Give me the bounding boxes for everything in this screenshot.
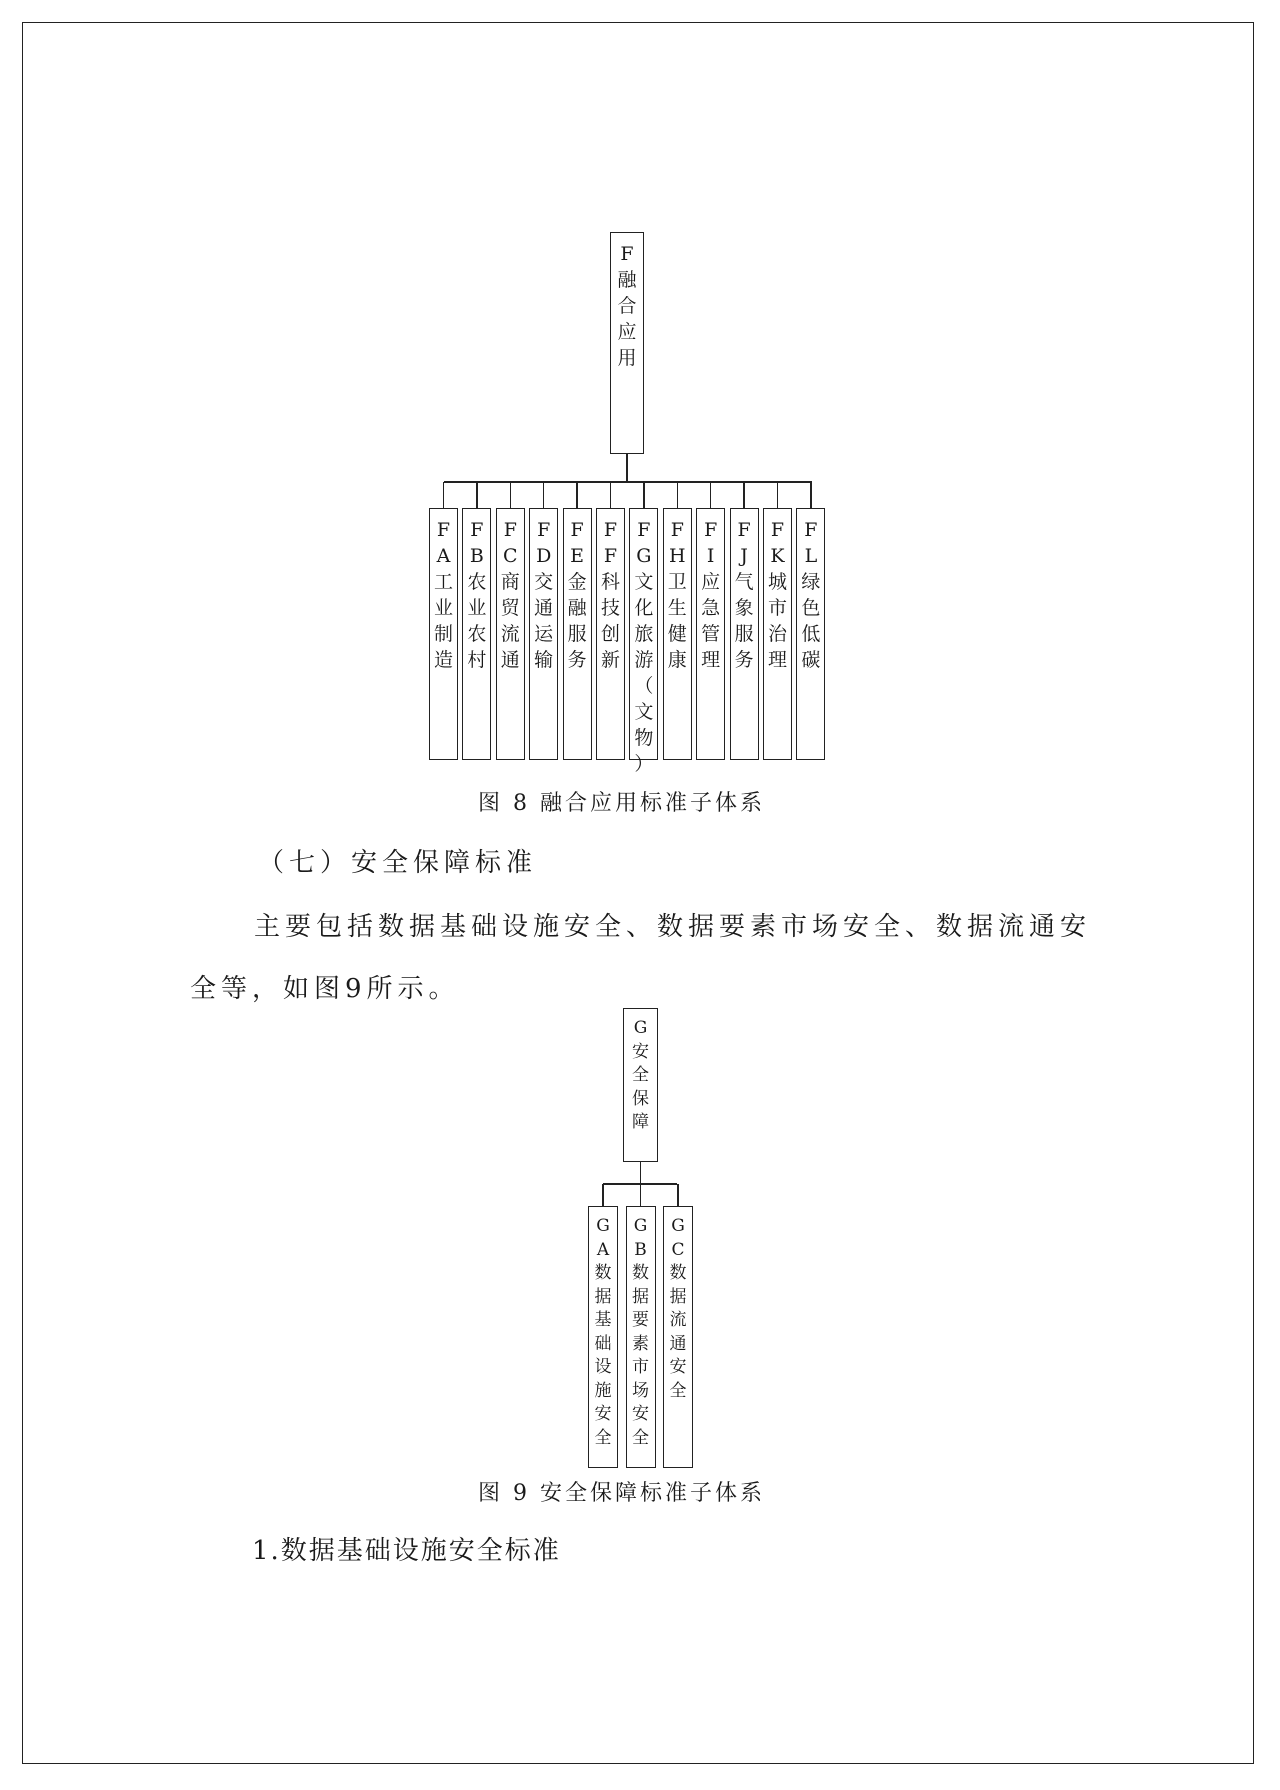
- node-char: L: [804, 545, 818, 567]
- node-char: F: [704, 519, 718, 541]
- body-paragraph-line-2: 全等，如图9所示。: [190, 974, 460, 1004]
- node-char: 数: [632, 1263, 649, 1283]
- diagram-child-node-3: [663, 1206, 693, 1468]
- node-char: 贸: [500, 597, 520, 619]
- diagram-child-node-11: [763, 508, 792, 760]
- node-char: C: [503, 545, 518, 567]
- node-char: F: [620, 243, 634, 265]
- connector-line: [710, 482, 712, 508]
- node-char: 游: [634, 649, 654, 671]
- node-char: F: [603, 519, 618, 541]
- node-char: 碳: [801, 649, 821, 671]
- connector-line: [602, 1184, 604, 1206]
- node-char: 场: [632, 1380, 649, 1401]
- node-char: B: [469, 545, 484, 567]
- node-char: 旅: [634, 623, 654, 645]
- node-char: 制: [433, 623, 453, 645]
- node-char: 合: [617, 295, 637, 317]
- node-char: 础: [594, 1333, 612, 1354]
- diagram-child-node-8: [663, 508, 692, 760]
- node-char: B: [634, 1239, 647, 1260]
- node-char: 商: [500, 571, 520, 593]
- node-char: 数: [594, 1263, 612, 1283]
- diagram-child-node-2: [462, 508, 491, 760]
- node-char: 业: [467, 597, 487, 619]
- node-char: 化: [634, 597, 654, 619]
- node-char: F: [470, 519, 484, 541]
- node-char: 流: [669, 1310, 687, 1330]
- node-char: 务: [567, 649, 587, 671]
- node-char: G: [633, 1018, 648, 1038]
- node-char: 数: [669, 1263, 687, 1283]
- node-char: 低: [801, 623, 821, 645]
- node-char: （: [634, 675, 654, 697]
- diagram-root-node: [610, 232, 644, 454]
- node-char: 生: [667, 597, 687, 619]
- node-char: 融: [617, 269, 637, 291]
- node-char: F: [503, 519, 517, 541]
- node-char: K: [770, 545, 785, 567]
- node-char: 新: [600, 649, 620, 671]
- node-char: 急: [701, 597, 721, 619]
- node-char: 全: [594, 1427, 612, 1448]
- node-char: 农: [467, 623, 487, 645]
- node-char: 市: [632, 1357, 649, 1377]
- connector-line: [743, 482, 745, 508]
- figure-9-caption: 图 9 安全保障标准子体系: [478, 1481, 765, 1506]
- connector-line: [677, 482, 679, 508]
- node-char: ）: [634, 753, 654, 775]
- node-char: J: [740, 545, 748, 567]
- node-char: 务: [734, 649, 754, 671]
- node-char: G: [671, 1216, 685, 1236]
- node-char: 服: [567, 623, 587, 645]
- diagram-child-node-6: [596, 508, 625, 760]
- node-char: 创: [600, 623, 620, 645]
- node-char: F: [570, 519, 584, 541]
- connector-line: [610, 482, 612, 508]
- node-char: G: [636, 545, 652, 567]
- node-char: 全: [669, 1380, 687, 1401]
- node-char: 造: [433, 649, 453, 671]
- node-char: 业: [433, 597, 453, 619]
- node-char: 绿: [801, 571, 821, 593]
- node-char: 科: [600, 571, 620, 593]
- node-char: 城: [767, 571, 787, 593]
- node-char: 金: [567, 571, 587, 593]
- node-char: 通: [534, 597, 554, 619]
- section-heading: （七）安全保障标准: [258, 848, 538, 878]
- node-char: 应: [701, 571, 721, 593]
- node-char: 管: [701, 623, 721, 645]
- node-char: C: [671, 1239, 685, 1260]
- node-char: F: [737, 519, 751, 541]
- node-char: A: [436, 545, 451, 567]
- node-char: 象: [734, 597, 754, 619]
- connector-line: [643, 482, 645, 508]
- node-char: 运: [534, 623, 554, 645]
- node-char: 流: [500, 623, 520, 645]
- node-char: 村: [467, 649, 487, 671]
- diagram-child-node-9: [696, 508, 725, 760]
- node-char: 全: [632, 1427, 649, 1448]
- node-char: 物: [634, 727, 654, 749]
- node-char: 基: [594, 1310, 612, 1330]
- node-char: 农: [467, 571, 487, 593]
- node-char: 素: [632, 1333, 649, 1354]
- node-char: 理: [767, 649, 787, 671]
- diagram-child-node-4: [529, 508, 558, 760]
- connector-line: [640, 1162, 642, 1183]
- connector-line: [543, 482, 545, 508]
- node-char: 文: [634, 571, 654, 593]
- node-char: 安: [632, 1041, 649, 1062]
- node-char: 全: [632, 1065, 649, 1085]
- diagram-child-node-2: [626, 1206, 656, 1468]
- node-char: 通: [500, 649, 520, 671]
- node-char: A: [596, 1239, 610, 1260]
- node-char: F: [637, 519, 651, 541]
- node-char: 卫: [667, 571, 687, 593]
- node-char: F: [770, 519, 785, 541]
- node-char: F: [670, 519, 684, 541]
- node-char: I: [706, 545, 715, 567]
- node-char: 康: [667, 649, 687, 671]
- diagram-child-node-10: [730, 508, 759, 760]
- node-char: 安: [669, 1357, 687, 1377]
- node-char: 应: [617, 321, 637, 343]
- node-char: 市: [767, 597, 787, 619]
- node-char: 安: [594, 1404, 612, 1424]
- node-char: 设: [594, 1357, 612, 1377]
- node-char: 交: [534, 571, 554, 593]
- node-char: 障: [632, 1112, 649, 1132]
- connector-line: [810, 482, 812, 508]
- node-char: F: [804, 519, 818, 541]
- connector-line: [640, 1184, 642, 1206]
- diagram-child-node-3: [496, 508, 525, 760]
- subsection-heading: 1.数据基础设施安全标准: [252, 1536, 561, 1566]
- node-char: 输: [534, 649, 554, 671]
- node-char: 施: [594, 1380, 612, 1401]
- diagram-root-node: [623, 1008, 658, 1162]
- node-char: 工: [433, 571, 453, 593]
- node-char: 文: [634, 701, 654, 723]
- body-paragraph-line-1: 主要包括数据基础设施安全、数据要素市场安全、数据流通安: [254, 912, 1092, 942]
- node-char: 气: [734, 571, 754, 593]
- connector-line: [677, 1184, 679, 1206]
- node-char: D: [536, 545, 552, 567]
- node-char: 保: [632, 1088, 649, 1109]
- diagram-child-node-1: [588, 1206, 618, 1468]
- node-char: 治: [767, 623, 787, 645]
- node-char: 健: [667, 623, 687, 645]
- node-char: E: [570, 545, 585, 567]
- node-char: G: [596, 1216, 610, 1236]
- node-char: 据: [632, 1286, 649, 1307]
- connector-line: [444, 481, 812, 483]
- node-char: 据: [594, 1286, 612, 1307]
- node-char: 安: [632, 1404, 649, 1424]
- node-char: 用: [617, 347, 637, 369]
- node-char: F: [537, 519, 551, 541]
- node-char: 要: [632, 1310, 649, 1330]
- node-char: 融: [567, 597, 587, 619]
- node-char: 理: [701, 649, 721, 671]
- diagram-child-node-12: [796, 508, 825, 760]
- node-char: G: [633, 1216, 648, 1236]
- node-char: F: [603, 545, 618, 567]
- diagram-child-node-1: [429, 508, 458, 760]
- node-char: 据: [669, 1286, 687, 1307]
- connector-line: [626, 454, 628, 481]
- figure-8-caption: 图 8 融合应用标准子体系: [478, 791, 765, 816]
- diagram-child-node-5: [563, 508, 592, 760]
- node-char: 服: [734, 623, 754, 645]
- connector-line: [443, 482, 445, 508]
- node-char: 色: [801, 597, 821, 619]
- connector-line: [576, 482, 578, 508]
- connector-line: [510, 482, 512, 508]
- node-char: F: [436, 519, 451, 541]
- node-char: 技: [600, 597, 620, 619]
- node-char: H: [669, 545, 686, 567]
- connector-line: [777, 482, 779, 508]
- diagram-child-node-7: [629, 508, 658, 775]
- node-char: 通: [669, 1333, 687, 1354]
- connector-line: [476, 482, 478, 508]
